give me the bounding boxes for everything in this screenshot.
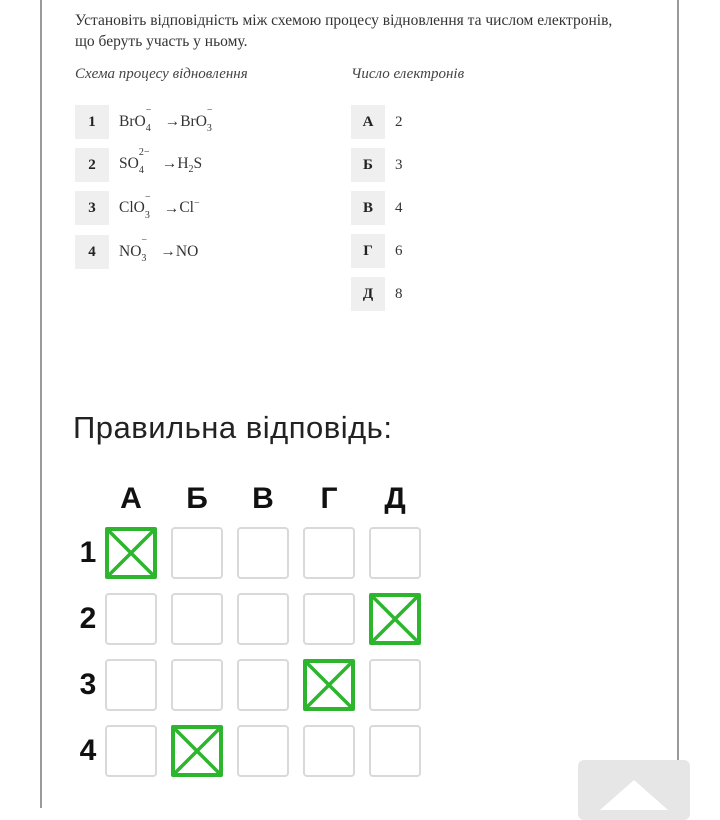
answer-checkbox[interactable]: [105, 659, 157, 711]
schemes-heading: Схема процесу відновлення: [75, 66, 248, 82]
grid-column-label: В: [252, 482, 274, 515]
answer-checkbox[interactable]: [237, 527, 289, 579]
formula-sub: 4: [145, 123, 151, 134]
option-row-v: [351, 191, 403, 225]
answer-checkbox[interactable]: [171, 593, 223, 645]
arrow: →: [160, 243, 176, 260]
option-row-b: [351, 148, 403, 182]
answer-checkbox[interactable]: [237, 659, 289, 711]
answer-checkbox[interactable]: [369, 593, 421, 645]
formula-base: NO: [175, 243, 199, 260]
option-tag: А: [351, 105, 385, 139]
grid-row-label: 1: [79, 536, 97, 569]
formula-index: [144, 191, 151, 221]
formula-charge: −: [206, 105, 213, 116]
option-value: 3: [395, 156, 403, 173]
formula-charge: −: [141, 235, 148, 246]
grid-row-label: 3: [79, 668, 97, 701]
option-row-g: [351, 234, 403, 268]
scheme-row-3: [75, 191, 200, 225]
answer-checkbox[interactable]: [171, 725, 223, 777]
question-text: Установіть відповідність між схемою процесу відновлення та числом електронів, що беруть участь у ньому.: [75, 12, 613, 50]
scheme-formula: [119, 235, 199, 264]
grid-row-label: 2: [79, 602, 97, 635]
check-cross-icon: [109, 531, 153, 575]
formula-base: H: [177, 154, 189, 172]
answer-checkbox[interactable]: [369, 527, 421, 579]
scheme-formula: [119, 105, 213, 134]
option-row-a: [351, 105, 403, 139]
check-cross-icon: [175, 729, 219, 773]
option-value: 6: [395, 242, 403, 259]
formula-charge: −: [145, 105, 152, 116]
answer-checkbox[interactable]: [369, 725, 421, 777]
arrow: →: [161, 154, 178, 172]
option-tag: Д: [351, 277, 385, 311]
option-tag: Г: [351, 234, 385, 268]
option-value: 8: [395, 285, 403, 302]
answer-checkbox[interactable]: [237, 593, 289, 645]
answer-checkbox[interactable]: [303, 593, 355, 645]
grid-row-label: 4: [79, 734, 97, 767]
grid-column-label: Б: [186, 482, 208, 515]
formula-charge: 2−: [138, 146, 150, 158]
answer-checkbox[interactable]: [303, 527, 355, 579]
answer-title: Правильна відповідь:: [73, 410, 393, 445]
scheme-tag: 4: [75, 235, 109, 269]
arrow: →: [164, 113, 181, 130]
arrow: →: [163, 199, 180, 217]
grid-column-label: А: [120, 482, 142, 515]
chevron-up-icon: [600, 780, 668, 810]
page-border-left: [40, 0, 42, 808]
scheme-tag: 3: [75, 191, 109, 225]
formula-base: SO: [119, 154, 139, 172]
option-row-d: [351, 277, 403, 311]
formula-base: NO: [119, 243, 142, 260]
scheme-row-2: [75, 148, 202, 182]
formula-index: [141, 235, 148, 264]
page-border-right: [677, 0, 679, 808]
answer-checkbox[interactable]: [171, 659, 223, 711]
check-cross-icon: [373, 597, 417, 641]
option-value: 2: [395, 113, 403, 130]
option-value: 4: [395, 199, 403, 216]
grid-column-label: Д: [384, 482, 406, 515]
answer-checkbox[interactable]: [369, 659, 421, 711]
formula-charge: −: [194, 198, 200, 210]
formula-base: Cl: [179, 199, 194, 217]
formula-index: [206, 105, 213, 134]
formula-sub: 3: [206, 123, 212, 134]
formula-sub: 3: [141, 253, 147, 264]
check-cross-icon: [307, 663, 351, 707]
answer-checkbox[interactable]: [105, 593, 157, 645]
answer-checkbox[interactable]: [303, 659, 355, 711]
option-tag: В: [351, 191, 385, 225]
formula-sub: 4: [138, 164, 144, 176]
answer-checkbox[interactable]: [303, 725, 355, 777]
option-tag: Б: [351, 148, 385, 182]
formula-base: S: [193, 154, 203, 172]
scheme-row-4: [75, 235, 198, 269]
scheme-tag: 1: [75, 105, 109, 139]
answer-checkbox[interactable]: [237, 725, 289, 777]
scroll-top-button[interactable]: [578, 760, 690, 820]
scheme-tag: 2: [75, 148, 109, 182]
formula-sub: 2: [188, 164, 194, 176]
formula-base: BrO: [119, 113, 146, 130]
formula-base: BrO: [180, 113, 207, 130]
electrons-heading: Число електронів: [351, 66, 465, 82]
scheme-row-1: [75, 105, 212, 139]
grid-column-label: Г: [320, 482, 338, 515]
formula-base: ClO: [119, 199, 145, 217]
formula-index: [138, 146, 150, 176]
scheme-formula: [119, 146, 203, 176]
answer-checkbox[interactable]: [171, 527, 223, 579]
answer-checkbox[interactable]: [105, 725, 157, 777]
formula-sub: 3: [144, 209, 150, 221]
answer-checkbox[interactable]: [105, 527, 157, 579]
formula-charge: −: [144, 191, 151, 203]
formula-index: [145, 105, 152, 134]
scheme-formula: [119, 191, 200, 221]
